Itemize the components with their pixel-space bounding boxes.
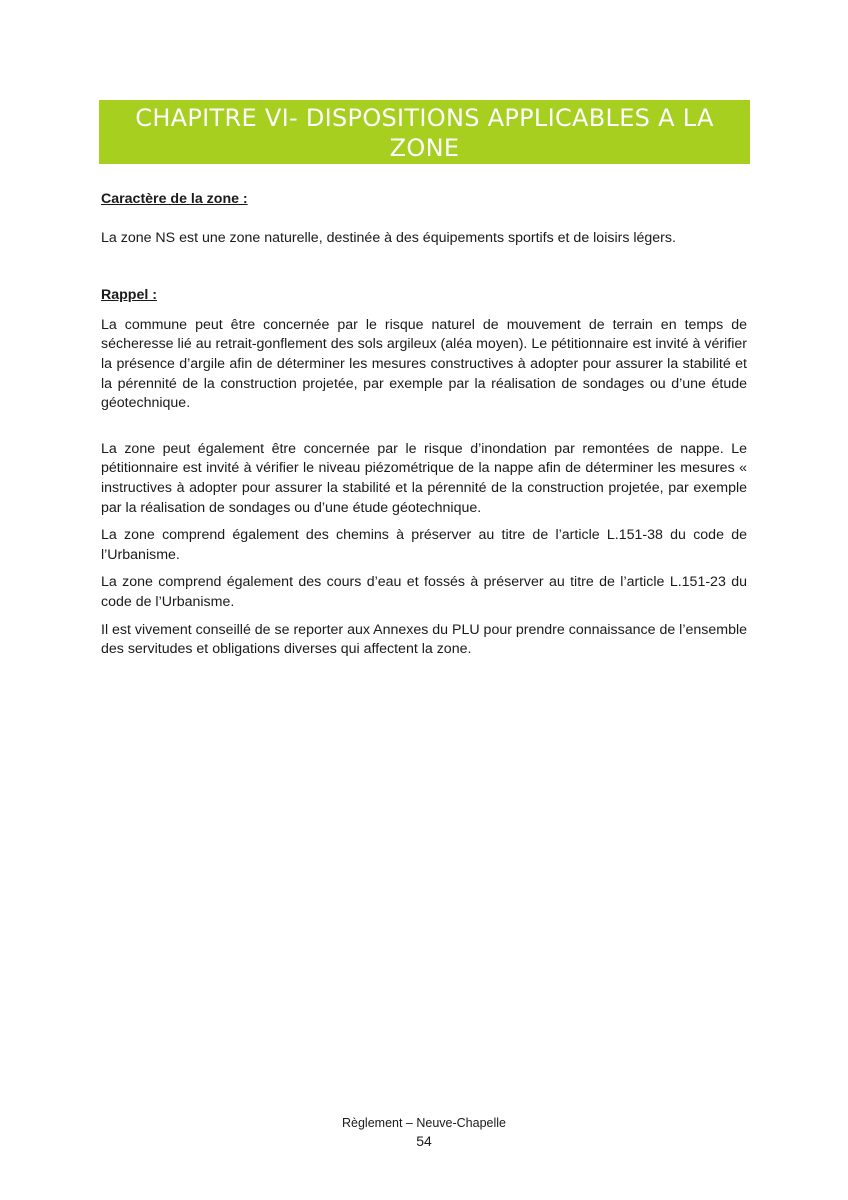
document-body <box>101 190 747 660</box>
paragraph-rappel-5: Il est vivement conseillé de se reporter aux Annexes du PLU pour prendre connaissance de l’ensemble des servitudes et obligations diverses qui affectent la zone. <box>101 621 747 658</box>
paragraph-caractere: La zone NS est une zone naturelle, destinée à des équipements sportifs et de loisirs légers. <box>101 229 676 246</box>
paragraph-rappel-4: La zone comprend également des cours d’eau et fossés à préserver au titre de l’article L.151-23 du code de l’Urbanisme. <box>101 574 747 610</box>
chapter-title-line-2: NS <box>407 164 442 192</box>
paragraph-rappel-2: La zone peut également être concernée par le risque d’inondation par remontées de nappe. Le pétitionnaire est invité à vérifier le niveau piézométrique de la nappe afin de déterminer les mesures « instructives à adopter pour assurer la stabilité et la pérennité de la construction projetée, par exemple par la réalisation de sondages ou d’une étude géotechnique. <box>101 440 747 516</box>
chapter-title-banner <box>99 100 750 192</box>
page-number: 54 <box>416 1133 432 1149</box>
footer-label: Règlement – Neuve-Chapelle <box>342 1116 506 1130</box>
paragraph-rappel-1: La commune peut être concernée par le risque naturel de mouvement de terrain en temps de sécheresse lié au retrait-gonflement des sols argileux (aléa moyen). Le pétitionnaire est invité à vérifier la présence d’argile afin de déterminer les mesures constructives à adopter pour assurer la stabilité et la pérennité de la construction projetée, par exemple par la réalisation de sondages ou d’une étude géotechnique. <box>101 316 747 412</box>
chapter-title-line-1: CHAPITRE VI- DISPOSITIONS APPLICABLES A LA ZONE <box>135 104 714 162</box>
section-heading-caractere: Caractère de la zone : <box>101 191 248 207</box>
paragraph-rappel-3: La zone comprend également des chemins à préserver au titre de l’article L.151-38 du code de l’Urbanisme. <box>101 527 747 563</box>
section-heading-rappel: Rappel : <box>101 287 157 304</box>
